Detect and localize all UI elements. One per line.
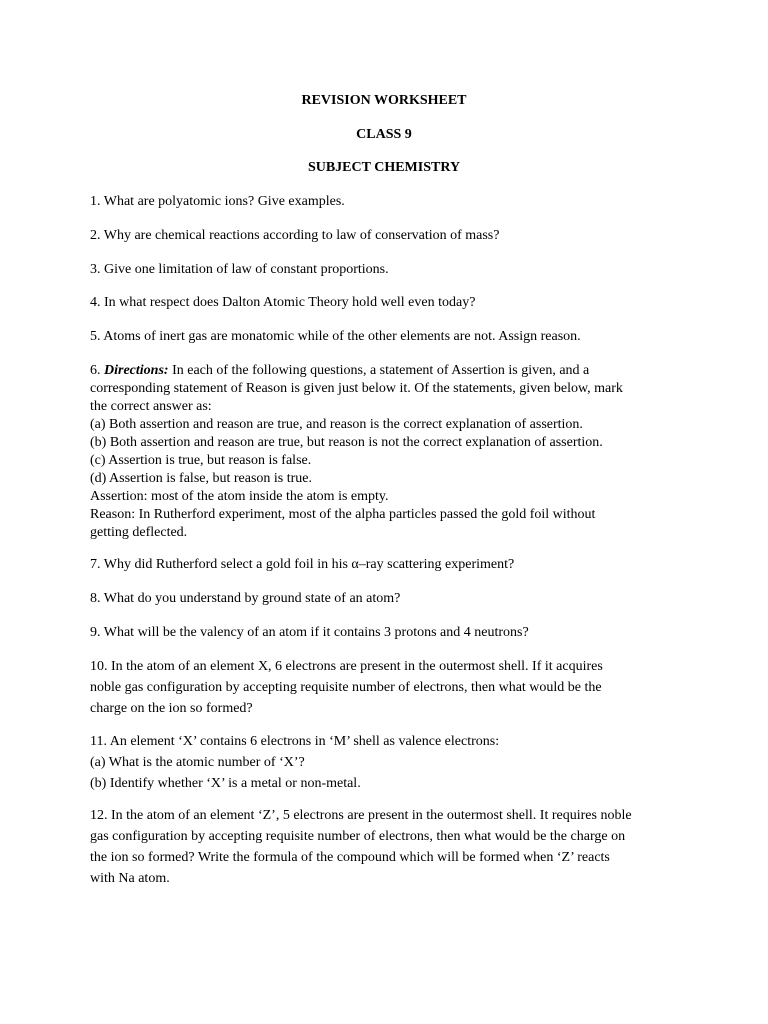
question-12	[90, 805, 690, 889]
question-6-line-1	[90, 362, 690, 380]
question-6	[90, 362, 690, 542]
question-6-number: 6.	[90, 363, 104, 378]
option-b: (b) Both assertion and reason are true, but reason is not the correct explanation of assertion.	[90, 435, 603, 450]
question-9: 9. What will be the valency of an atom if it contains 3 protons and 4 neutrons?	[90, 625, 529, 640]
question-5: 5. Atoms of inert gas are monatomic while of the other elements are not. Assign reason.	[90, 329, 581, 344]
reason-statement-line-1: Reason: In Rutherford experiment, most of the alpha particles passed the gold foil without	[90, 507, 596, 522]
subject-heading: SUBJECT CHEMISTRY	[307, 160, 461, 175]
question-4: 4. In what respect does Dalton Atomic Theory hold well even today?	[90, 295, 476, 310]
question-8: 8. What do you understand by ground state of an atom?	[90, 591, 401, 606]
question-1: 1. What are polyatomic ions? Give examples.	[90, 194, 345, 209]
directions-text: In each of the following questions, a statement of Assertion is given, and a	[168, 363, 590, 378]
question-12-line-3: the ion so formed? Write the formula of the compound which will be formed when ‘Z’ reacts	[90, 850, 610, 865]
assertion-statement: Assertion: most of the atom inside the atom is empty.	[90, 489, 389, 504]
directions-label: Directions:	[104, 363, 169, 378]
question-3: 3. Give one limitation of law of constant proportions.	[90, 262, 389, 277]
question-10-line-2: noble gas configuration by accepting requisite number of electrons, then what would be the	[90, 680, 602, 695]
question-6-line-3: the correct answer as:	[90, 399, 212, 414]
question-12-line-1: 12. In the atom of an element ‘Z’, 5 electrons are present in the outermost shell. It requires noble	[90, 808, 632, 823]
question-2: 2. Why are chemical reactions according to law of conservation of mass?	[90, 228, 500, 243]
question-10-line-3: charge on the ion so formed?	[90, 701, 253, 716]
question-7: 7. Why did Rutherford select a gold foil in his α–ray scattering experiment?	[90, 557, 515, 572]
option-d: (d) Assertion is false, but reason is true.	[90, 471, 313, 486]
reason-statement-line-2: getting deflected.	[90, 525, 188, 540]
question-12-line-4: with Na atom.	[90, 871, 170, 886]
option-a: (a) Both assertion and reason are true, and reason is the correct explanation of assertion.	[90, 417, 583, 432]
question-10-line-1: 10. In the atom of an element X, 6 electrons are present in the outermost shell. If it acquires	[90, 659, 603, 674]
question-11	[90, 731, 690, 794]
class-heading: CLASS 9	[356, 127, 412, 142]
question-11-line-1: 11. An element ‘X’ contains 6 electrons in ‘M’ shell as valence electrons:	[90, 734, 500, 749]
worksheet-title: REVISION WORKSHEET	[301, 93, 467, 108]
question-11-part-b: (b) Identify whether ‘X’ is a metal or non-metal.	[90, 776, 361, 791]
question-6-line-2: corresponding statement of Reason is given just below it. Of the statements, given below, mark	[90, 381, 623, 396]
question-10	[90, 656, 690, 719]
option-c: (c) Assertion is true, but reason is false.	[90, 453, 312, 468]
question-12-line-2: gas configuration by accepting requisite number of electrons, then what would be the charge on	[90, 829, 626, 844]
question-11-part-a: (a) What is the atomic number of ‘X’?	[90, 755, 305, 770]
